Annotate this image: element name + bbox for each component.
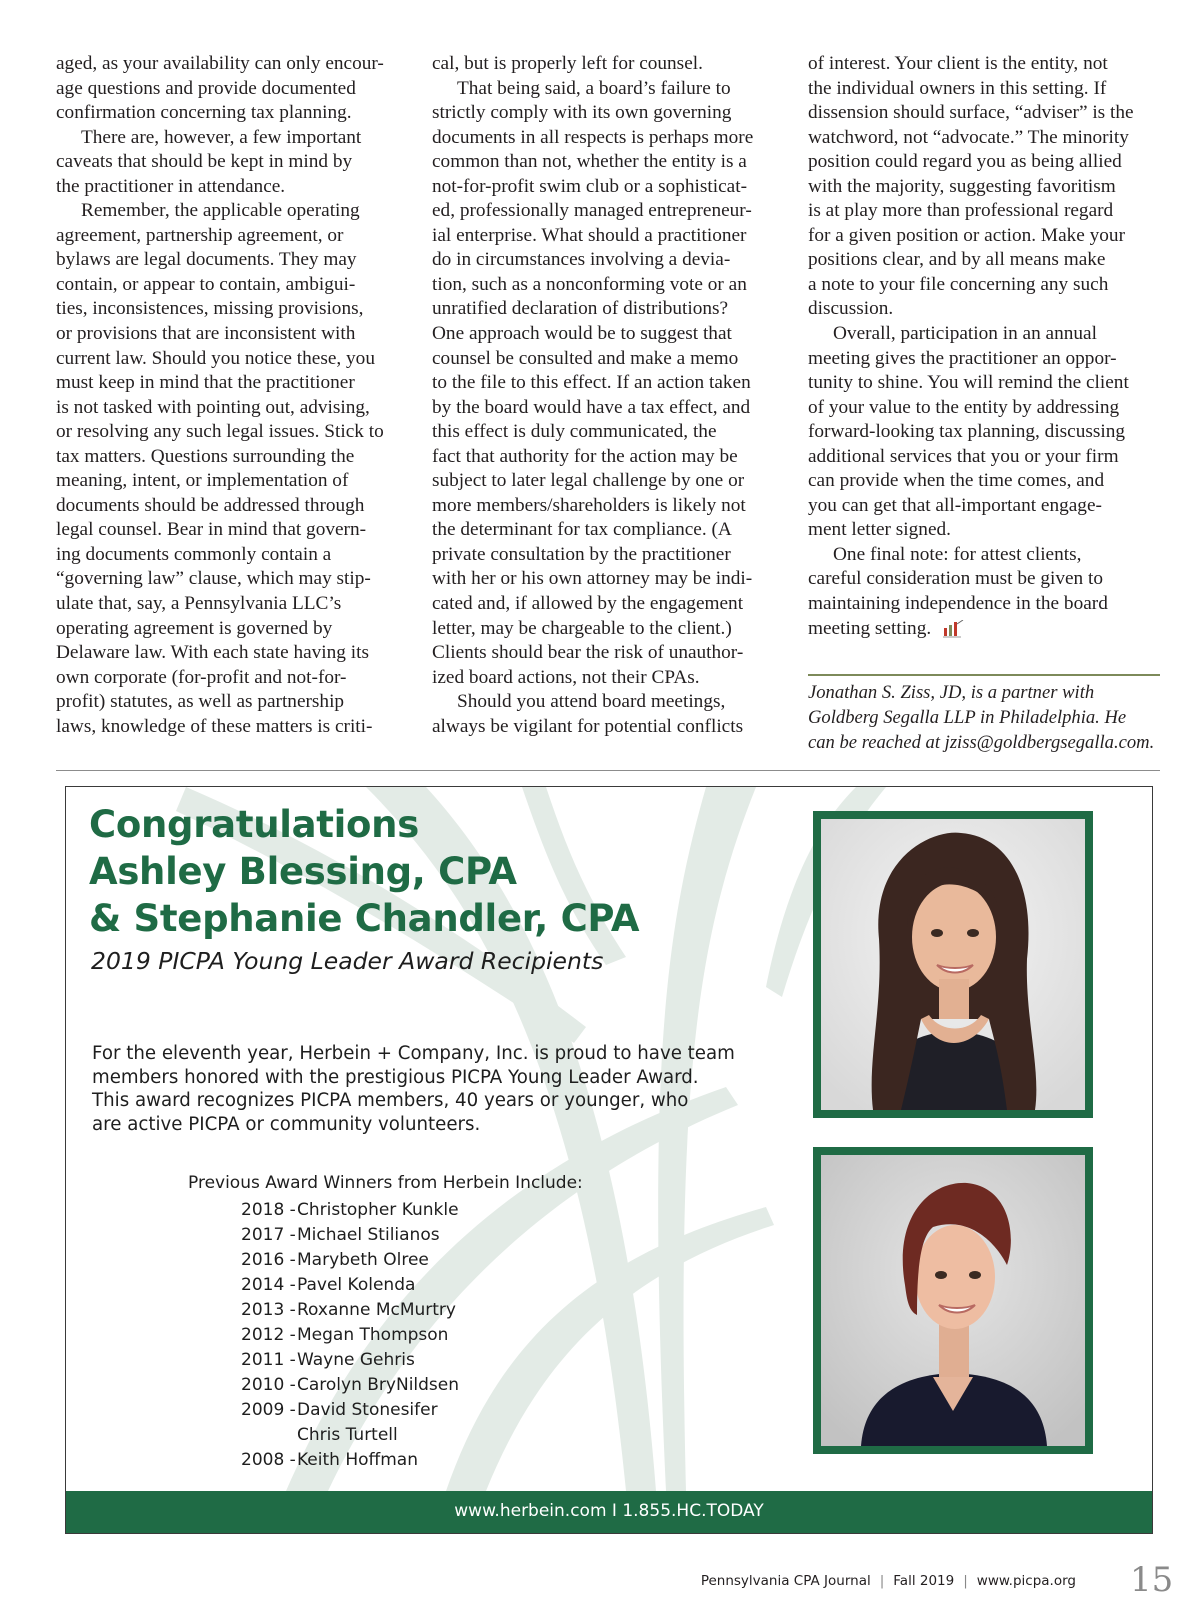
winner-name: Chris Turtell xyxy=(297,1425,398,1445)
article-line: to the file to this effect. If an action taken xyxy=(432,372,751,394)
winner-row xyxy=(241,1223,459,1248)
winner-year: 2009 - xyxy=(241,1400,296,1420)
article-line: documents should be addressed through xyxy=(56,494,365,516)
article-column-3 xyxy=(808,52,1160,752)
article-line: or provisions that are inconsistent with xyxy=(56,323,356,345)
article-line: tunity to shine. You will remind the client xyxy=(808,372,1129,394)
winner-year: 2011 - xyxy=(241,1350,296,1370)
article-line: cated and, if allowed by the engagement xyxy=(432,593,744,615)
article-line: the practitioner in attendance. xyxy=(56,175,286,197)
winner-name: Carolyn BryNildsen xyxy=(297,1375,460,1395)
page-footer xyxy=(0,1560,1200,1600)
article-line: profit) statutes, as well as partnership xyxy=(56,691,345,713)
ad-intro-line: are active PICPA or community volunteers. xyxy=(92,1113,481,1135)
winner-year: 2018 - xyxy=(241,1200,296,1220)
article-line: Clients should bear the risk of unauthor- xyxy=(432,642,744,664)
article-line: own corporate (for-profit and not-for- xyxy=(56,666,347,688)
winner-name: Christopher Kunkle xyxy=(297,1200,459,1220)
portrait-woman-auburn-hair xyxy=(821,1155,1085,1446)
article-line: letter, may be chargeable to the client.) xyxy=(432,617,732,639)
winner-name: Michael Stilianos xyxy=(297,1225,440,1245)
article-line: ized board actions, not their CPAs. xyxy=(432,666,700,688)
article-line: the determinant for tax compliance. (A xyxy=(432,519,732,541)
article-line: unratified declaration of distributions? xyxy=(432,298,729,320)
article-line: or resolving any such legal issues. Stick to xyxy=(56,421,384,443)
article-line: by the board would have a tax effect, and xyxy=(432,396,751,418)
article-line: current law. Should you notice these, you xyxy=(56,347,375,369)
winners-heading: Previous Award Winners from Herbein Include: xyxy=(188,1173,583,1193)
winner-year: 2014 - xyxy=(241,1275,296,1295)
ad-headline-line: Congratulations xyxy=(89,803,419,846)
winner-year: 2016 - xyxy=(241,1250,296,1270)
article-line: aged, as your availability can only encour- xyxy=(56,53,384,74)
footer-separator: | xyxy=(879,1573,885,1589)
author-bio-line: Jonathan S. Ziss, JD, is a partner with xyxy=(808,682,1095,703)
article-line: always be vigilant for potential conflicts xyxy=(432,715,744,737)
article-line: strictly comply with its own governing xyxy=(432,102,732,124)
article-line: with her or his own attorney may be indi- xyxy=(432,568,753,590)
ad-headline-line: & Stephanie Chandler, CPA xyxy=(89,897,640,940)
herbein-advertisement xyxy=(65,786,1153,1534)
author-bio xyxy=(808,680,1168,755)
article-line: meaning, intent, or implementation of xyxy=(56,470,349,492)
winners-list xyxy=(241,1198,459,1473)
article-line: laws, knowledge of these matters is criti- xyxy=(56,715,373,737)
article-line: must keep in mind that the practitioner xyxy=(56,372,355,394)
article-line: can provide when the time comes, and xyxy=(808,470,1105,492)
winner-row xyxy=(241,1423,459,1448)
article-line: contain, or appear to contain, ambigui- xyxy=(56,273,356,295)
article-line: ed, professionally managed entrepreneur- xyxy=(432,200,752,222)
article-line: common than not, whether the entity is a xyxy=(432,151,747,173)
winner-row xyxy=(241,1198,459,1223)
article-line: additional services that you or your firm xyxy=(808,445,1119,467)
ad-intro-line: This award recognizes PICPA members, 40 years or younger, who xyxy=(92,1090,689,1111)
article-line: is not tasked with pointing out, advising, xyxy=(56,396,370,418)
page-number: 15 xyxy=(1130,1560,1174,1600)
article-line: forward-looking tax planning, discussing xyxy=(808,421,1126,443)
article-line: more members/shareholders is likely not xyxy=(432,494,746,516)
article-line: do in circumstances involving a devia- xyxy=(432,249,731,271)
article-line: caveats that should be kept in mind by xyxy=(56,151,353,173)
article-line: discussion. xyxy=(808,298,894,320)
article-line: position could regard you as being allied xyxy=(808,151,1122,173)
article-line: Remember, the applicable operating xyxy=(81,200,360,222)
end-of-article-icon xyxy=(941,620,965,638)
article-line: with the majority, suggesting favoritism xyxy=(808,175,1116,197)
article-line: There are, however, a few important xyxy=(81,126,362,148)
ad-subtitle: 2019 PICPA Young Leader Award Recipients xyxy=(91,947,604,975)
winner-year: 2013 - xyxy=(241,1300,296,1320)
article-line: That being said, a board’s failure to xyxy=(457,77,731,99)
article-line: positions clear, and by all means make xyxy=(808,249,1106,271)
ad-contact-bar: www.herbein.com I 1.855.HC.TODAY xyxy=(66,1491,1152,1533)
footer-separator: | xyxy=(963,1573,968,1589)
section-divider xyxy=(56,770,1160,771)
winner-year: 2017 - xyxy=(241,1225,296,1245)
article-line: counsel be consulted and make a memo xyxy=(432,347,739,369)
winner-year: 2010 - xyxy=(241,1375,296,1395)
recipient-photo-stephanie xyxy=(813,1147,1093,1454)
article-line: meeting gives the practitioner an oppor- xyxy=(808,347,1117,369)
winner-year: 2008 - xyxy=(241,1450,296,1470)
article-line: tion, such as a nonconforming vote or an xyxy=(432,273,747,295)
author-bio-line: can be reached at jziss@goldbergsegalla.com. xyxy=(808,732,1155,753)
winner-name: Keith Hoffman xyxy=(297,1450,418,1470)
author-bio-line: Goldberg Segalla LLP in Philadelphia. He xyxy=(808,707,1127,728)
winner-name: Marybeth Olree xyxy=(297,1250,429,1270)
winner-row xyxy=(241,1273,459,1298)
article-line: subject to later legal challenge by one or xyxy=(432,470,745,492)
article-line: operating agreement is governed by xyxy=(56,617,333,639)
article-line: confirmation concerning tax planning. xyxy=(56,102,352,124)
article-line: One final note: for attest clients, xyxy=(833,543,1082,565)
article-line: private consultation by the practitioner xyxy=(432,543,731,565)
winner-row xyxy=(241,1398,459,1423)
article-line: careful consideration must be given to xyxy=(808,568,1104,590)
article-line: the individual owners in this setting. If xyxy=(808,77,1107,99)
article-line: watchword, not “advocate.” The minority xyxy=(808,126,1129,148)
article-line: Should you attend board meetings, xyxy=(457,691,726,713)
article-line: of interest. Your client is the entity, not xyxy=(808,53,1108,74)
article-line: this effect is duly communicated, the xyxy=(432,421,717,443)
journal-info xyxy=(701,1573,1076,1589)
article-line: of your value to the entity by addressing xyxy=(808,396,1120,418)
author-bio-divider xyxy=(808,674,1160,676)
ad-intro-line: members honored with the prestigious PICPA Young Leader Award. xyxy=(92,1066,699,1088)
journal-website: www.picpa.org xyxy=(976,1573,1076,1589)
article-column-2 xyxy=(432,52,784,752)
article-line: cal, but is properly left for counsel. xyxy=(432,53,703,74)
article-line-text: meeting setting. xyxy=(808,617,932,639)
article-line: dissension should surface, “adviser” is the xyxy=(808,102,1134,124)
winner-name: Roxanne McMurtry xyxy=(297,1300,456,1320)
article-line: is at play more than professional regard xyxy=(808,200,1114,222)
article-line: maintaining independence in the board xyxy=(808,593,1108,615)
winner-year: 2012 - xyxy=(241,1325,296,1345)
article-line: agreement, partnership agreement, or xyxy=(56,224,344,246)
winner-row xyxy=(241,1348,459,1373)
article-line: age questions and provide documented xyxy=(56,77,356,99)
winner-name: Wayne Gehris xyxy=(297,1350,415,1370)
article-line: fact that authority for the action may be xyxy=(432,445,738,467)
article-line: a note to your file concerning any such xyxy=(808,273,1109,295)
article-line: ing documents commonly contain a xyxy=(56,543,332,565)
winner-year xyxy=(241,1423,297,1448)
article-line: you can get that all-important engage- xyxy=(808,494,1102,516)
winner-row xyxy=(241,1248,459,1273)
article-line: bylaws are legal documents. They may xyxy=(56,249,357,271)
article-line: “governing law” clause, which may stip- xyxy=(56,568,371,590)
article-line: tax matters. Questions surrounding the xyxy=(56,445,355,467)
issue-label: Fall 2019 xyxy=(893,1573,955,1589)
article-line: for a given position or action. Make your xyxy=(808,224,1125,246)
winner-name: Megan Thompson xyxy=(297,1325,449,1345)
winner-name: Pavel Kolenda xyxy=(297,1275,416,1295)
article-line: not-for-profit swim club or a sophisticat- xyxy=(432,175,748,197)
article-line: Delaware law. With each state having its xyxy=(56,642,369,664)
article-line xyxy=(808,617,1160,642)
article-line: One approach would be to suggest that xyxy=(432,323,732,345)
article-line: legal counsel. Bear in mind that govern- xyxy=(56,519,367,541)
recipient-photo-ashley xyxy=(813,811,1093,1118)
article-line: ulate that, say, a Pennsylvania LLC’s xyxy=(56,593,342,615)
article-line: ment letter signed. xyxy=(808,519,951,541)
ad-intro-line: For the eleventh year, Herbein + Company, Inc. is proud to have team xyxy=(92,1043,735,1064)
winner-name: David Stonesifer xyxy=(297,1400,438,1420)
article-line: ial enterprise. What should a practitioner xyxy=(432,224,747,246)
winner-row xyxy=(241,1373,459,1398)
portrait-woman-dark-hair xyxy=(821,819,1085,1110)
ad-intro-paragraph xyxy=(92,1042,735,1136)
journal-name: Pennsylvania CPA Journal xyxy=(700,1573,871,1589)
article-line: Overall, participation in an annual xyxy=(833,323,1097,345)
ad-headline-line: Ashley Blessing, CPA xyxy=(89,850,517,893)
article-line: documents in all respects is perhaps more xyxy=(432,126,754,148)
article-column-1 xyxy=(56,52,408,752)
winner-row xyxy=(241,1298,459,1323)
winner-row xyxy=(241,1448,459,1473)
ad-headline xyxy=(89,801,639,942)
article-line: ties, inconsistences, missing provisions, xyxy=(56,298,364,320)
winner-row xyxy=(241,1323,459,1348)
